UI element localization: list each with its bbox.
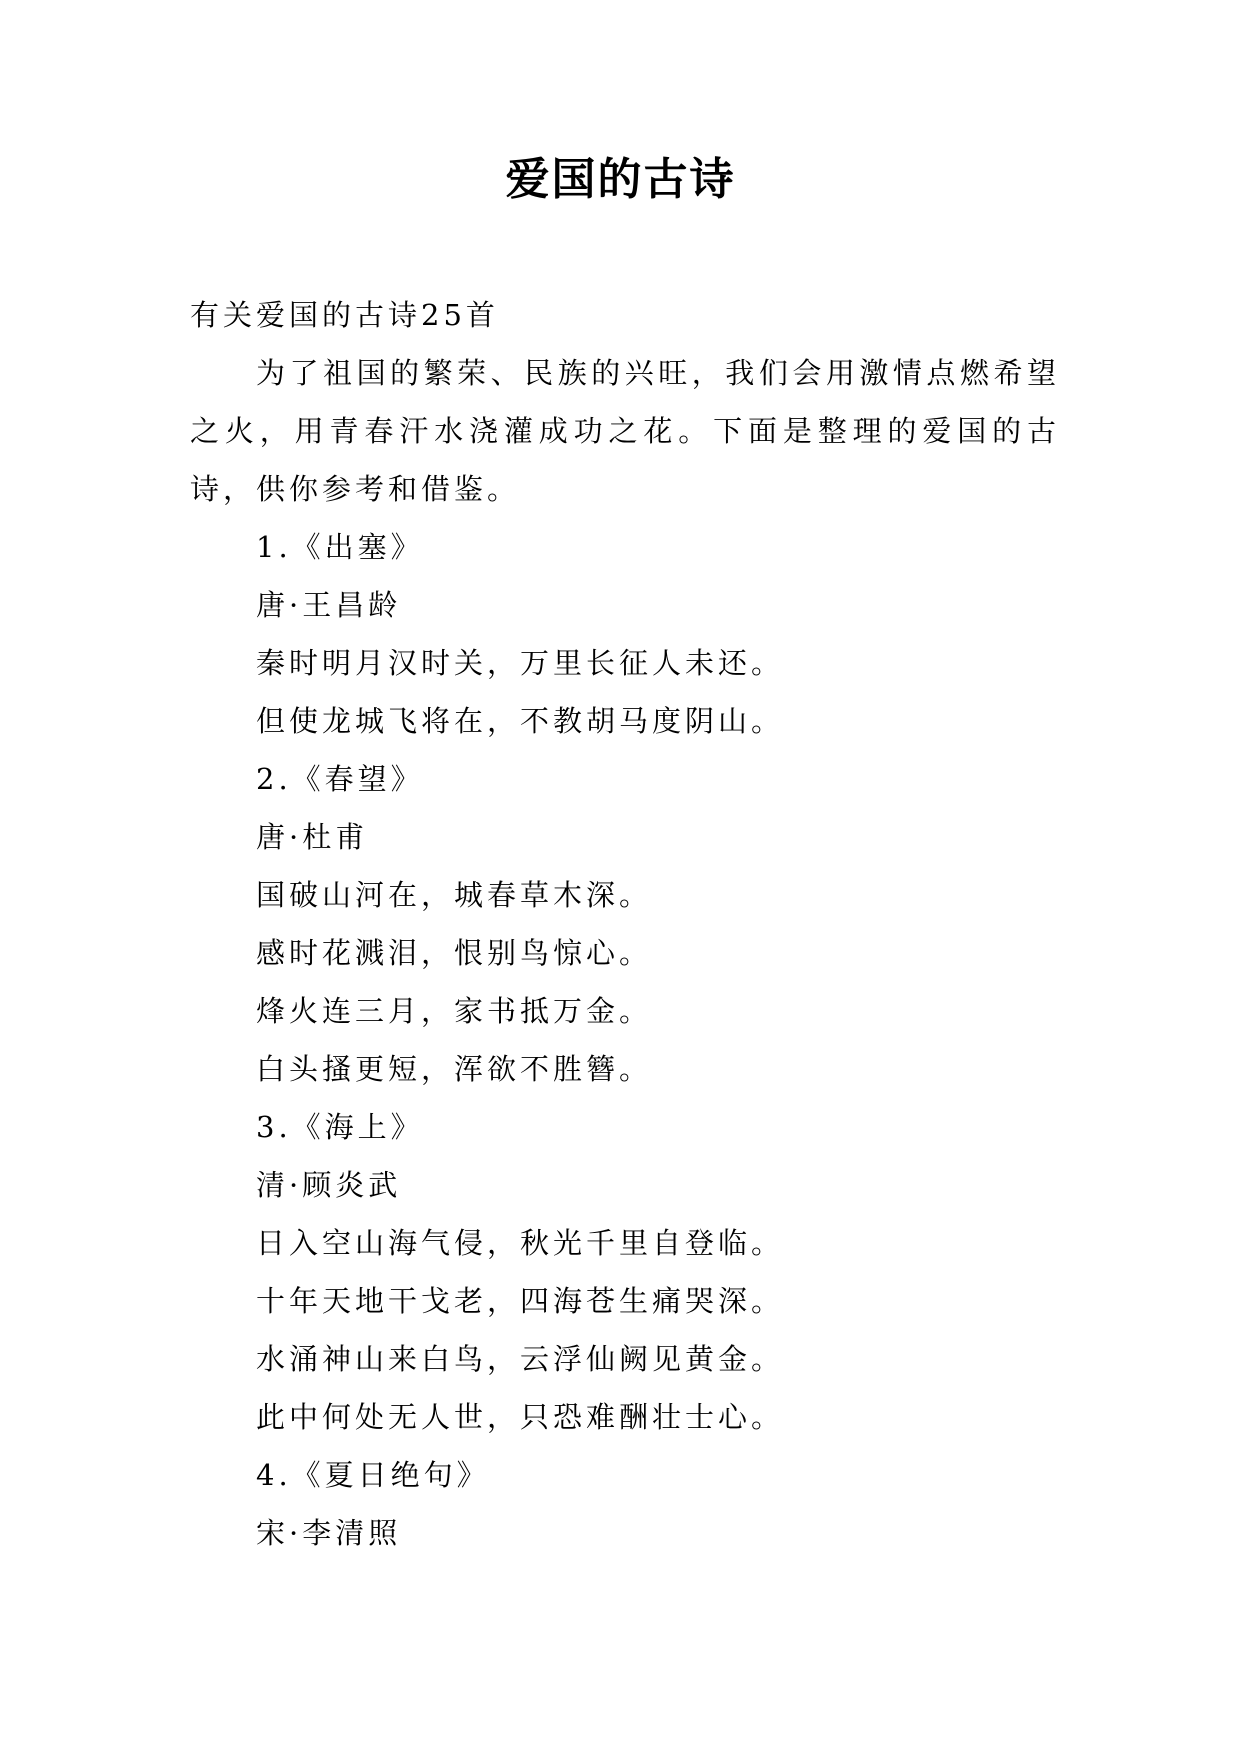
intro-paragraph: 为了祖国的繁荣、民族的兴旺，我们会用激情点燃希望之火，用青春汗水浇灌成功之花。下面是整理的爱国的古诗，供你参考和借鉴。 — [190, 356, 1060, 506]
poem — [190, 750, 1060, 1098]
poem-line: 白头搔更短，浑欲不胜簪。 — [256, 1052, 653, 1086]
poem — [190, 518, 1060, 750]
poem — [190, 1098, 1060, 1446]
poem-line: 十年天地干戈老，四海苍生痛哭深。 — [256, 1284, 785, 1318]
poem-line: 秦时明月汉时关，万里长征人未还。 — [256, 646, 785, 680]
subtitle: 有关爱国的古诗25首 — [190, 298, 499, 332]
poem-heading: 1.《出塞》 — [256, 530, 424, 564]
poem-line: 日入空山海气侵，秋光千里自登临。 — [256, 1226, 785, 1260]
poem-author: 唐·王昌龄 — [256, 588, 402, 622]
poem-line: 国破山河在，城春草木深。 — [256, 878, 653, 912]
poem — [190, 1446, 1060, 1562]
poem-author: 宋·李清照 — [256, 1516, 402, 1550]
poem-line: 水涌神山来白鸟，云浮仙阙见黄金。 — [256, 1342, 785, 1376]
poem-author: 清·顾炎武 — [256, 1168, 402, 1202]
poem-line: 感时花溅泪，恨别鸟惊心。 — [256, 936, 653, 970]
document-title: 爱国的古诗 — [505, 154, 736, 205]
poem-line: 但使龙城飞将在，不教胡马度阴山。 — [256, 704, 785, 738]
poem-line: 此中何处无人世，只恐难酬壮士心。 — [256, 1400, 785, 1434]
document-body — [190, 286, 1060, 1562]
poem-line: 烽火连三月，家书抵万金。 — [256, 994, 653, 1028]
poem-heading: 2.《春望》 — [256, 762, 424, 796]
poem-heading: 4.《夏日绝句》 — [256, 1458, 490, 1492]
poem-author: 唐·杜甫 — [256, 820, 369, 854]
poem-heading: 3.《海上》 — [256, 1110, 424, 1144]
